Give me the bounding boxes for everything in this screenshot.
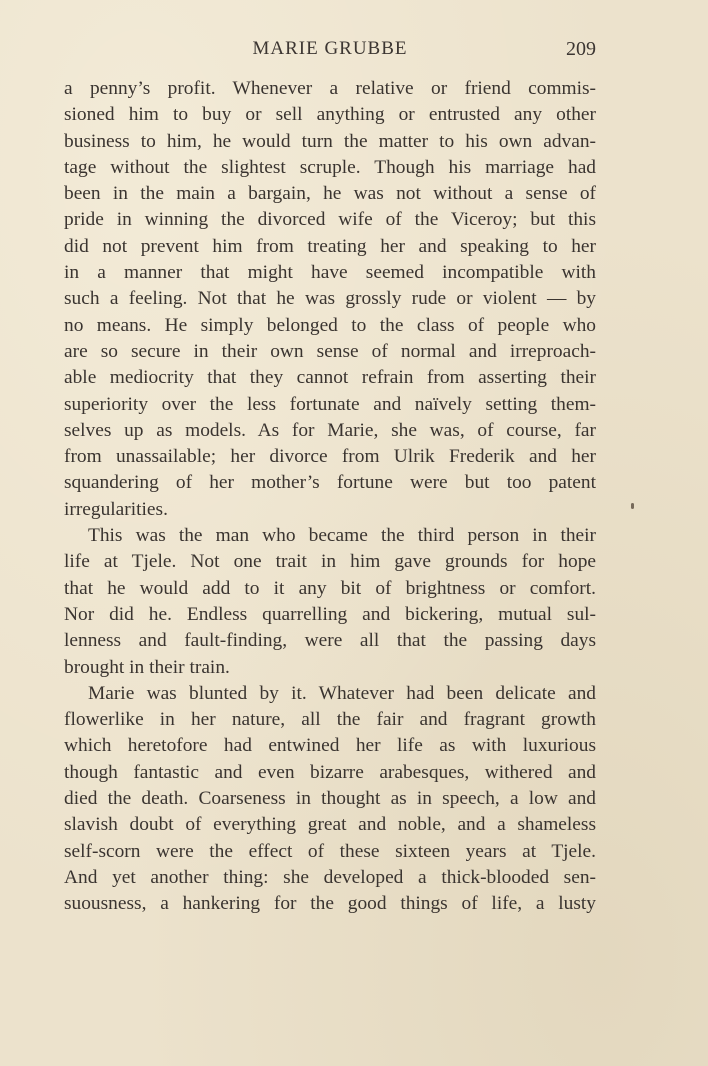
text-line: died the death. Coarseness in thought as in speech, a low and bbox=[64, 788, 596, 810]
text-line: tage without the slightest scruple. Though his marriage had bbox=[64, 156, 596, 178]
text-line: flowerlike in her nature, all the fair and fragrant growth bbox=[64, 709, 596, 731]
text-line: sioned him to buy or sell anything or entrusted any other bbox=[64, 104, 596, 126]
running-head bbox=[64, 38, 596, 64]
text-line: in a manner that might have seemed incompatible with bbox=[64, 262, 596, 284]
text-line: And yet another thing: she developed a thick-blooded sen- bbox=[64, 866, 596, 888]
text-line: did not prevent him from treating her and speaking to her bbox=[64, 235, 596, 257]
paper-speck bbox=[631, 503, 634, 509]
text-line: self-scorn were the effect of these sixteen years at Tjele. bbox=[64, 840, 596, 862]
text-line: are so secure in their own sense of normal and irreproach- bbox=[64, 340, 596, 362]
text-line: lenness and fault-finding, were all that the passing days bbox=[64, 630, 596, 652]
text-line: been in the main a bargain, he was not without a sense of bbox=[64, 183, 596, 205]
text-line: that he would add to it any bit of brightness or comfort. bbox=[64, 577, 596, 599]
text-line: Nor did he. Endless quarrelling and bickering, mutual sul- bbox=[64, 603, 596, 625]
text-line: superiority over the less fortunate and naïvely setting them- bbox=[64, 393, 596, 415]
text-line: brought in their train. bbox=[64, 656, 230, 678]
text-line: suousness, a hankering for the good things of life, a lusty bbox=[64, 893, 596, 915]
text-line: such a feeling. Not that he was grossly rude or violent — by bbox=[64, 288, 596, 310]
text-line: pride in winning the divorced wife of the Viceroy; but this bbox=[64, 209, 596, 231]
text-line: which heretofore had entwined her life as with luxurious bbox=[64, 735, 596, 757]
text-line: able mediocrity that they cannot refrain from asserting their bbox=[64, 367, 596, 389]
text-line: a penny’s profit. Whenever a relative or friend commis- bbox=[64, 78, 596, 99]
body-text bbox=[64, 76, 596, 918]
page-number: 209 bbox=[566, 38, 596, 60]
text-line: This was the man who became the third person in their bbox=[88, 525, 596, 547]
text-line: no means. He simply belonged to the class of people who bbox=[64, 314, 596, 336]
text-line: selves up as models. As for Marie, she was, of course, far bbox=[64, 419, 596, 441]
text-line: life at Tjele. Not one trait in him gave grounds for hope bbox=[64, 551, 596, 573]
running-title: MARIE GRUBBE bbox=[252, 38, 408, 59]
text-line: slavish doubt of everything great and noble, and a shameless bbox=[64, 814, 596, 836]
text-line: business to him, he would turn the matter to his own advan- bbox=[64, 130, 596, 152]
text-line: Marie was blunted by it. Whatever had been delicate and bbox=[88, 682, 596, 704]
text-line: squandering of her mother’s fortune were but too patent bbox=[64, 472, 596, 494]
text-line: though fantastic and even bizarre arabesques, withered and bbox=[64, 761, 596, 783]
text-line: from unassailable; her divorce from Ulrik Frederik and her bbox=[64, 446, 596, 468]
text-line: irregularities. bbox=[64, 498, 168, 520]
